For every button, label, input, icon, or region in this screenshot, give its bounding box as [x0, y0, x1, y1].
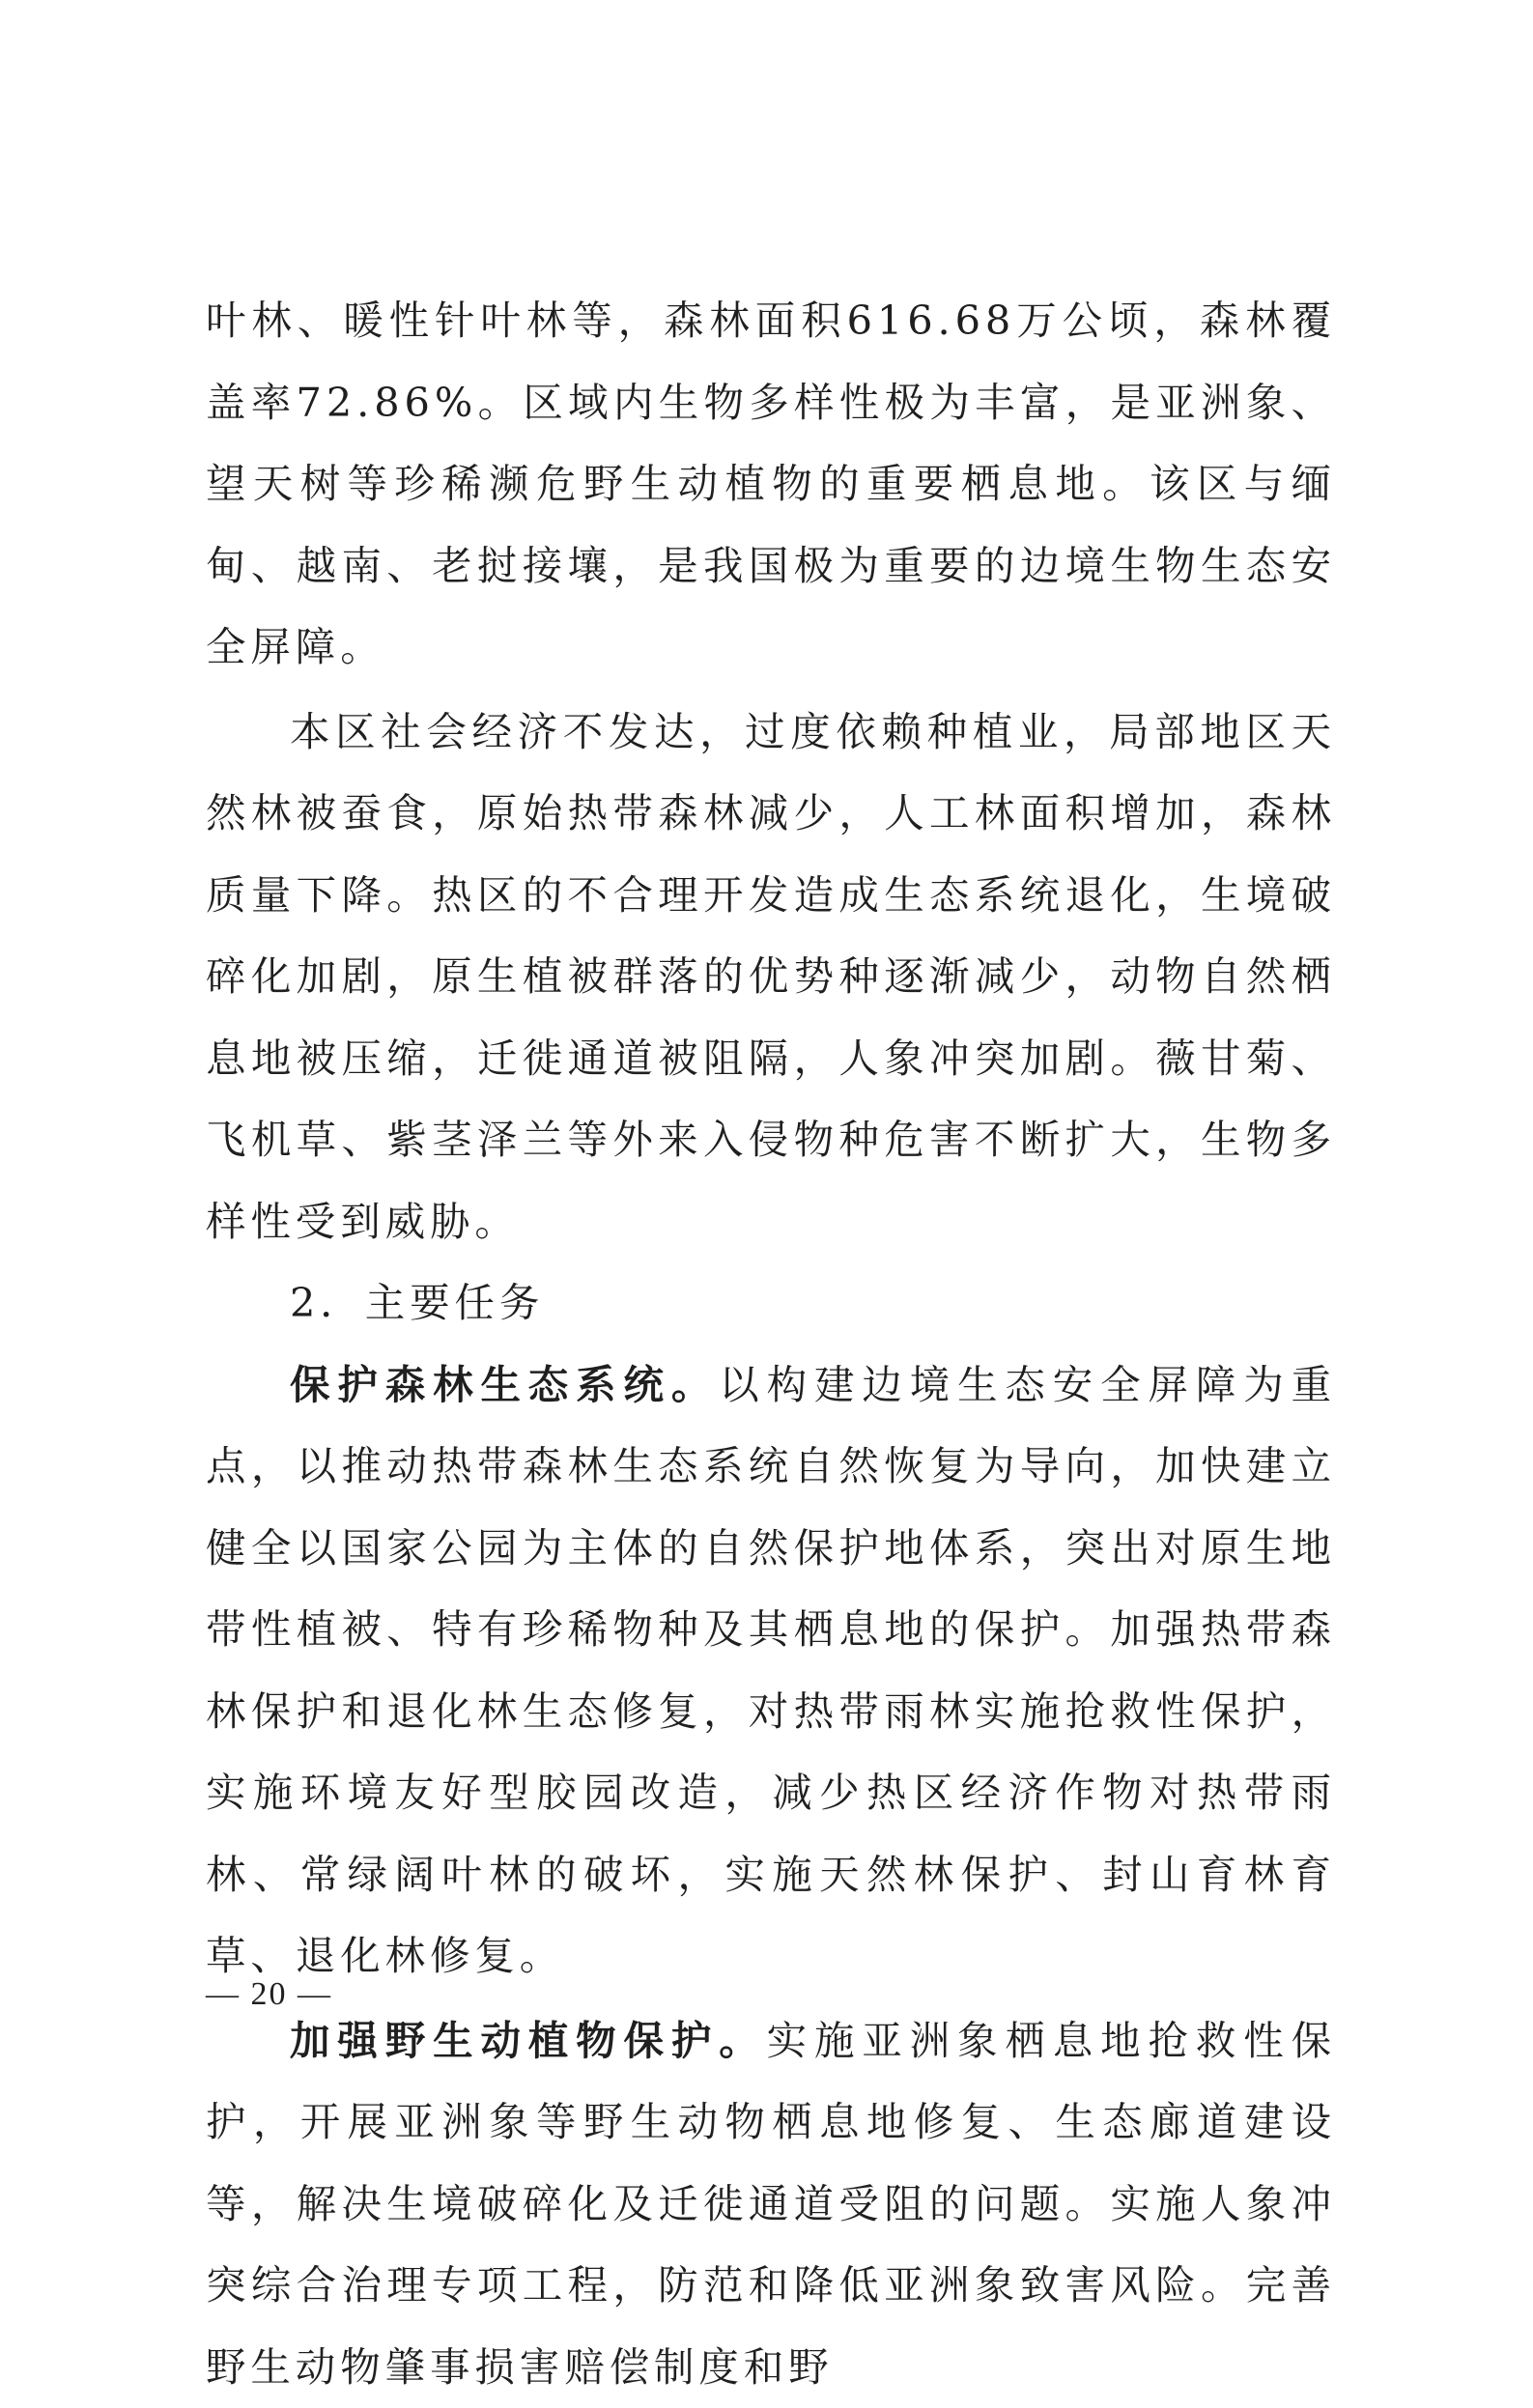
- section-heading-text: 2．主要任务: [290, 1279, 544, 1326]
- section-heading-main-tasks: [206, 1262, 1336, 1345]
- paragraph-text: 叶林、暖性针叶林等，森林面积616.68万公顷，森林覆盖率72.86%。区域内生物多样性极为丰富，是亚洲象、望天树等珍稀濒危野生动植物的重要栖息地。该区与缅甸、越南、老挝接壤，是我国极为重要的边境生物生态安全屏障。: [206, 297, 1336, 670]
- paragraph-socioeconomic: [206, 692, 1336, 1263]
- paragraph-lead-bold: 保护森林生态系统。: [290, 1361, 719, 1408]
- paragraph-continuation: [206, 280, 1336, 689]
- paragraph-lead-bold: 加强野生动植物保护。: [290, 2017, 767, 2064]
- paragraph-text: 本区社会经济不发达，过度依赖种植业，局部地区天然林被蚕食，原始热带森林减少，人工林面积增加，森林质量下降。热区的不合理开发造成生态系统退化，生境破碎化加剧，原生植被群落的优势种逐渐减少，动物自然栖息地被压缩，迁徙通道被阻隔，人象冲突加剧。薇甘菊、飞机草、紫茎泽兰等外来入侵物种危害不断扩大，生物多样性受到威胁。: [206, 708, 1336, 1245]
- paragraph-forest-protection: [206, 1345, 1336, 1997]
- paragraph-text: 以构建边境生态安全屏障为重点，以推动热带森林生态系统自然恢复为导向，加快建立健全以国家公园为主体的自然保护地体系，突出对原生地带性植被、特有珍稀物种及其栖息地的保护。加强热带森林保护和退化林生态修复，对热带雨林实施抢救性保护，实施环境友好型胶园改造，减少热区经济作物对热带雨林、常绿阔叶林的破坏，实施天然林保护、封山育林育草、退化林修复。: [206, 1361, 1336, 1980]
- paragraph-text: 实施亚洲象栖息地抢救性保护，开展亚洲象等野生动物栖息地修复、生态廊道建设等，解决生境破碎化及迁徙通道受阻的问题。实施人象冲突综合治理专项工程，防范和降低亚洲象致害风险。完善野生动物肇事损害赔偿制度和野: [206, 2017, 1336, 2391]
- document-body: [206, 280, 1336, 2408]
- paragraph-wildlife-protection: [206, 2000, 1336, 2408]
- page-number: — 20 —: [206, 1975, 332, 2014]
